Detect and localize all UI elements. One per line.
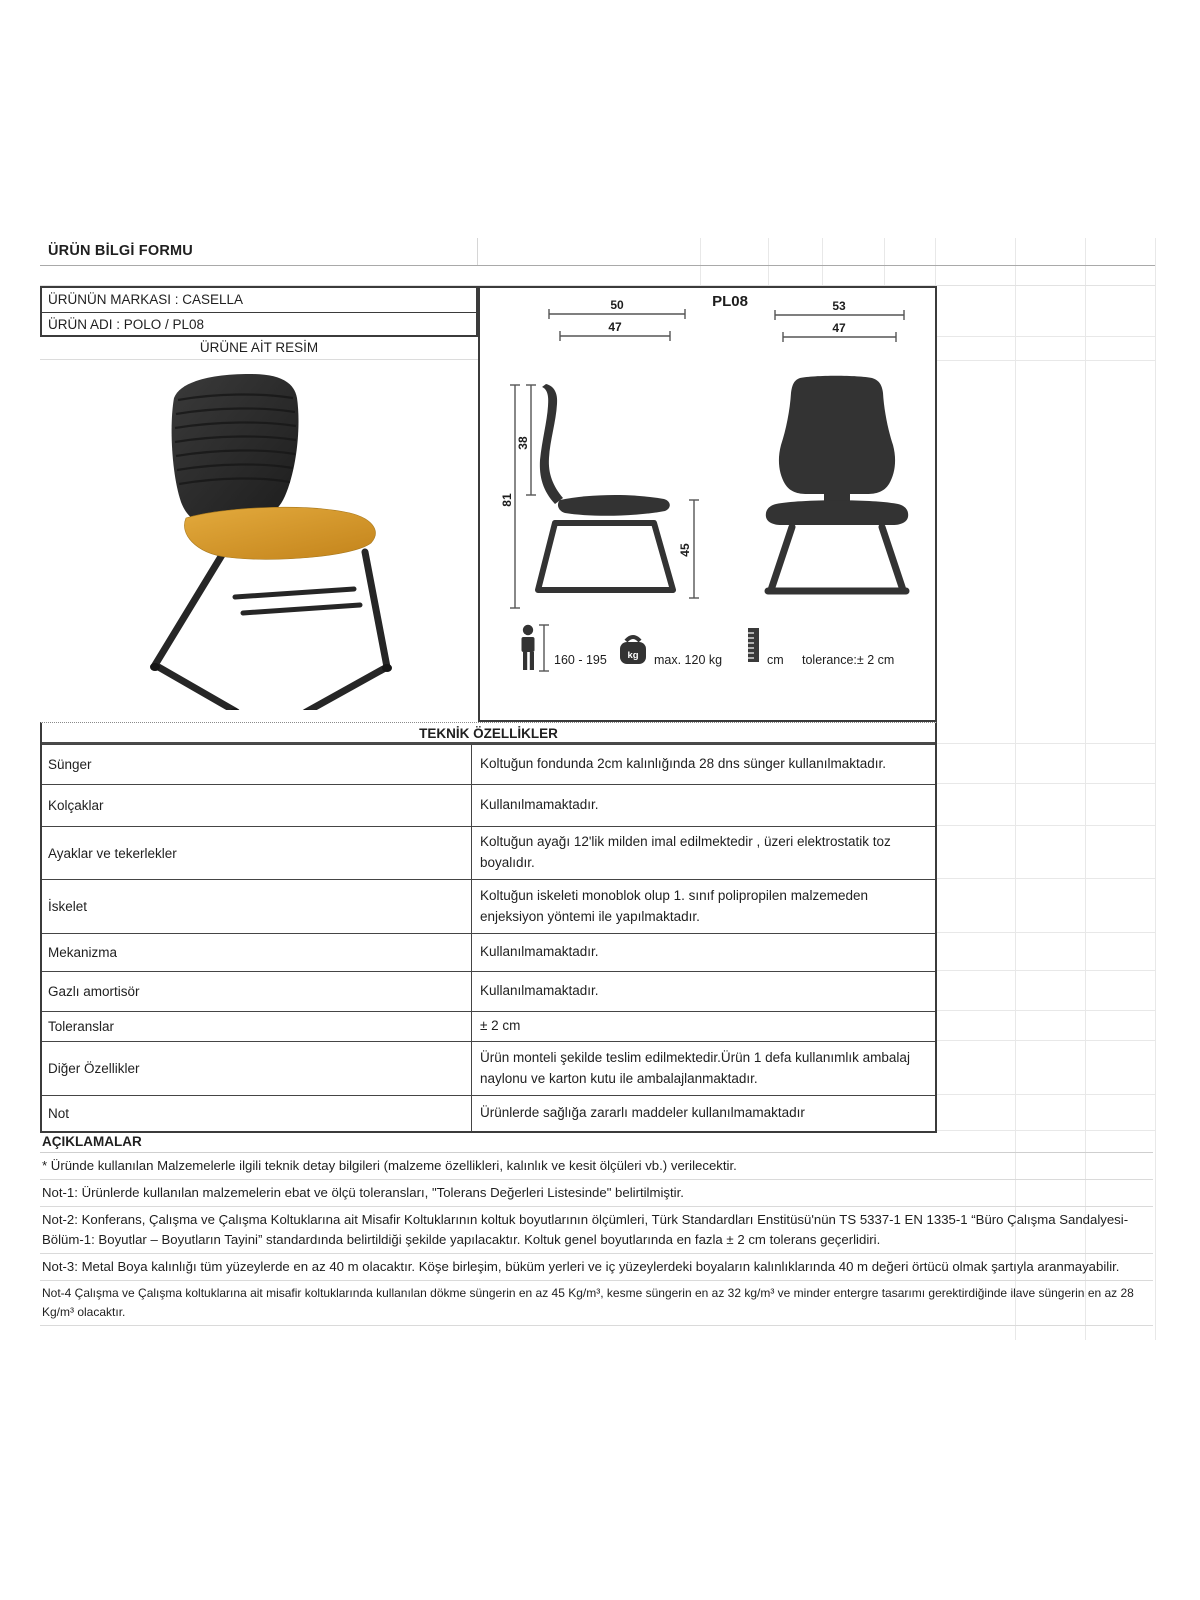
- spec-value: Kullanılmamaktadır.: [480, 797, 599, 813]
- page-title: ÜRÜN BİLGİ FORMU: [40, 238, 478, 265]
- spec-label: Ayaklar ve tekerlekler: [42, 827, 472, 879]
- tech-specs-table: [40, 722, 937, 1133]
- spec-value: Ürün monteli şekilde teslim edilmektedir.Ürün 1 defa kullanımlık ambalaj naylonu ve karton kutu ile ambalajlanmaktadır.: [480, 1049, 910, 1086]
- spacer-row: [40, 266, 1155, 286]
- spec-label: Not: [42, 1096, 472, 1131]
- spec-value: Koltuğun fondunda 2cm kalınlığında 28 dns sünger kullanılmaktadır.: [480, 756, 887, 772]
- note-line: Not-4 Çalışma ve Çalışma koltuklarına ait misafir koltuklarında kullanılan dökme süngerin en az 45 Kg/m³, kesme süngerin en az 32 kg/m³ ve minder entergre tasarımı gerektirdiğinde ilave süngerin en az 28 Kg/m³ olacaktır.: [40, 1281, 1153, 1326]
- weight-icon: [620, 637, 646, 664]
- spec-value: Ürünlerde sağlığa zararlı maddeler kullanılmamaktadır: [480, 1105, 805, 1121]
- explanations-section: [40, 1130, 1153, 1326]
- person-icon: [522, 625, 535, 670]
- table-row: [42, 826, 935, 879]
- table-row: [42, 1041, 935, 1095]
- back-height-label: 38: [516, 436, 530, 450]
- model-code: PL08: [712, 293, 748, 310]
- front-view-chair: [766, 376, 908, 591]
- spec-label: Diğer Özellikler: [42, 1042, 472, 1095]
- note-line: Not-2: Konferans, Çalışma ve Çalışma Koltuklarına ait Misafir Koltuklarının koltuk boyutlarının ölçümleri, Türk Standardları Enstitüsü'nün TS 5337-1 EN 1335-1 “Büro Çalışma Sandalyesi- Bölüm-1: Boyutlar – Boyutların Tayini” standardında belirtildiği şekilde yapılacaktır. Koltuk genel boyutlarında en fazla ± 2 cm tolerans geçerlidiri.: [40, 1207, 1153, 1254]
- front-inner-width-label: 47: [832, 321, 846, 335]
- table-row: [42, 879, 935, 933]
- spec-label: Mekanizma: [42, 934, 472, 971]
- unit-label: cm: [767, 653, 784, 667]
- table-row: [42, 933, 935, 971]
- weight-icon-kg-text: kg: [627, 650, 639, 661]
- tech-specs-header: TEKNİK ÖZELLİKLER: [42, 723, 935, 744]
- spec-value: ± 2 cm: [480, 1018, 521, 1034]
- table-row: [42, 971, 935, 1011]
- title-row: [40, 238, 1155, 266]
- side-view-chair: [538, 384, 673, 590]
- technical-drawing-svg: [480, 288, 935, 720]
- spec-value: Kullanılmamaktadır.: [480, 944, 599, 960]
- front-outer-width-label: 53: [832, 299, 846, 313]
- chair-seat-cushion: [184, 507, 375, 559]
- spec-value: Koltuğun iskeleti monoblok olup 1. sınıf polipropilen malzemeden enjeksiyon yöntemi ile yapılmaktadır.: [480, 887, 868, 924]
- spec-label: Toleranslar: [42, 1012, 472, 1041]
- person-height-measure-line: [539, 625, 549, 671]
- note-line: Not-1: Ürünlerde kullanılan malzemelerin ebat ve ölçü toleransları, "Tolerans Değerleri Listesinde" belirtilmiştir.: [40, 1180, 1153, 1207]
- spec-label: İskelet: [42, 880, 472, 933]
- explanations-header: AÇIKLAMALAR: [40, 1130, 1153, 1153]
- table-row: [42, 784, 935, 826]
- product-name-line: ÜRÜN ADI : POLO / PL08: [42, 312, 476, 335]
- spec-label: Sünger: [42, 745, 472, 784]
- max-weight-label: max. 120 kg: [654, 653, 723, 667]
- brand-line: ÜRÜNÜN MARKASI : CASELLA: [48, 292, 244, 307]
- spec-value: Koltuğun ayağı 12'lik milden imal edilmektedir , üzeri elektrostatik toz boyalıdır.: [480, 834, 891, 870]
- note-line: * Üründe kullanılan Malzemelerle ilgili teknik detay bilgileri (malzeme özellikleri, kalınlık ve kesit ölçüleri vb.) verilecektir.: [40, 1153, 1153, 1180]
- side-inner-width-label: 47: [608, 320, 622, 334]
- tolerance-label: tolerance:± 2 cm: [802, 653, 895, 667]
- side-outer-width-label: 50: [610, 298, 624, 312]
- note-line: Not-3: Metal Boya kalınlığı tüm yüzeylerde en az 40 m olacaktır. Köşe birleşim, büküm yerleri ve iç yüzeylerdeki boyaların kalınlıklarında 40 m değeri örtücü olmak şartıyla aranmayabilir.: [40, 1254, 1153, 1281]
- image-section-header: ÜRÜNE AİT RESİM: [40, 338, 478, 360]
- product-photo: [122, 360, 472, 710]
- total-height-label: 81: [500, 493, 514, 507]
- chair-frame: [155, 550, 387, 710]
- spec-value: Kullanılmamaktadır.: [480, 983, 599, 999]
- technical-drawing-box: [478, 286, 937, 722]
- spec-label: Kolçaklar: [42, 785, 472, 826]
- person-height-label: 160 - 195: [554, 653, 607, 667]
- spec-label: Gazlı amortisör: [42, 972, 472, 1011]
- table-row: [42, 744, 935, 784]
- table-row: [42, 1011, 935, 1041]
- chair-photo-svg: [122, 360, 472, 710]
- ruler-icon: [748, 628, 759, 662]
- seat-height-label: 45: [678, 543, 692, 557]
- product-id-box: [40, 286, 478, 337]
- table-row: [42, 1095, 935, 1131]
